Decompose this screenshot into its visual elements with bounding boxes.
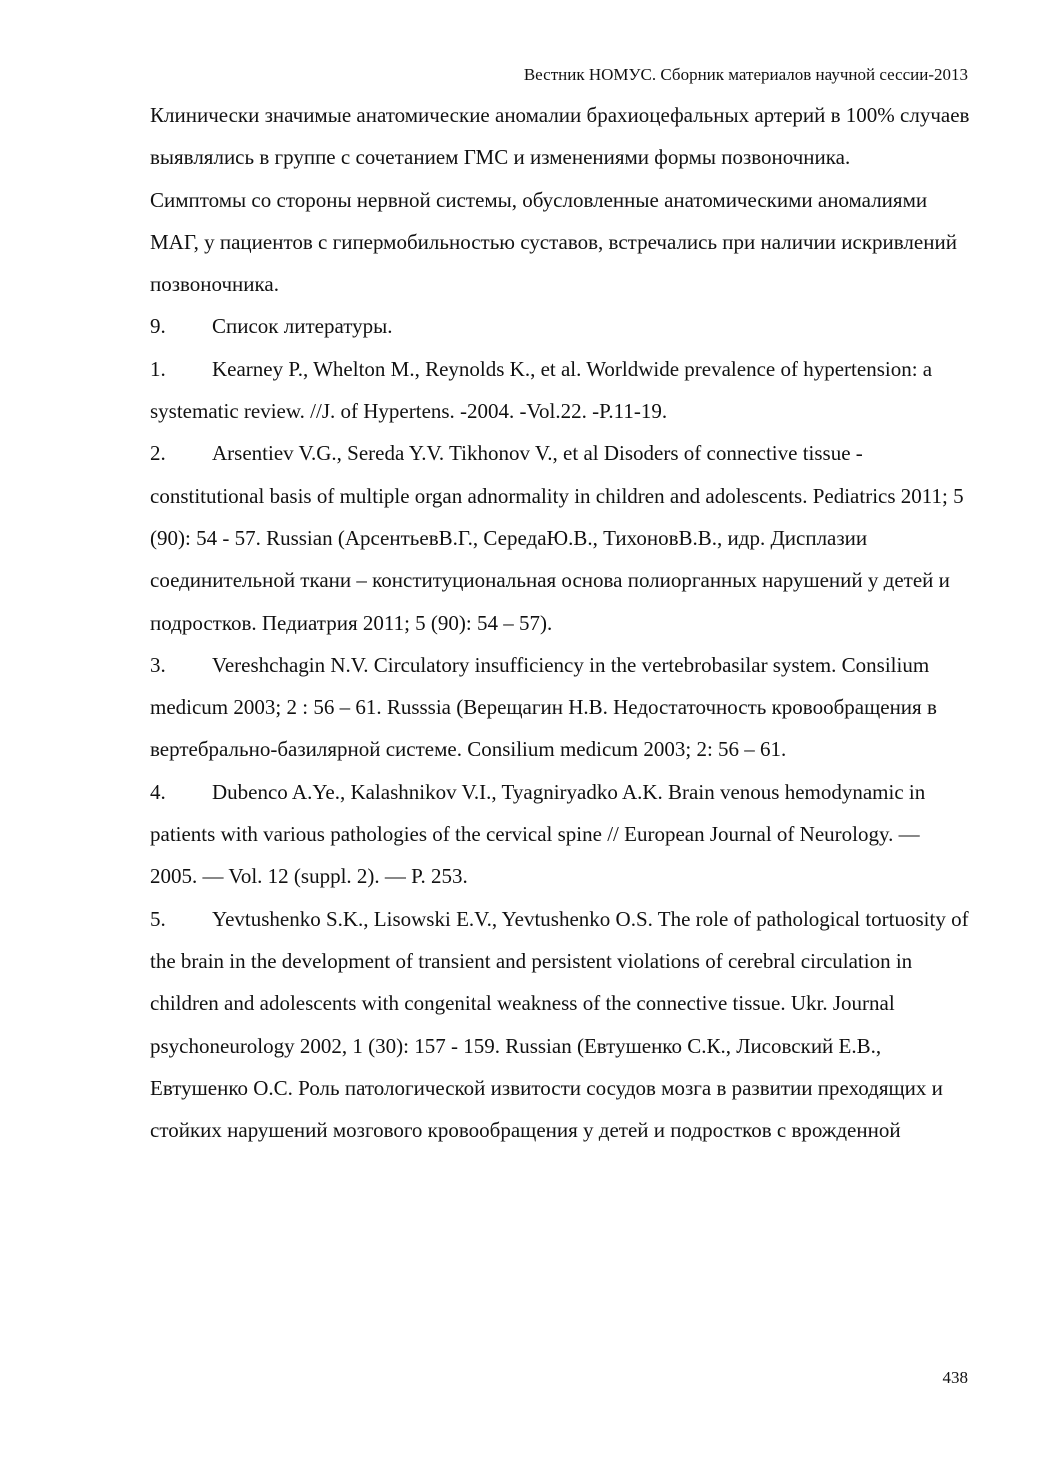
reference-number: 2. (150, 441, 166, 466)
reference-number: 4. (150, 779, 166, 804)
body-text (150, 94, 972, 1151)
paragraph-conclusion-2: Симптомы со стороны нервной системы, обусловленные анатомическими аномалиями МАГ, у пациентов с гипермобильностью суставов, встречались при наличии искривлений позвоночника. (150, 187, 957, 297)
reference-item (150, 432, 972, 643)
reference-item (150, 771, 972, 898)
running-header: Вестник НОМУС. Сборник материалов научной сессии-2013 (523, 65, 968, 84)
reference-number: 3. (150, 652, 166, 677)
references-heading (150, 305, 972, 347)
reference-number: 1. (150, 356, 166, 381)
reference-text: Arsentiev V.G., Sereda Y.V. Tikhonov V., et al Disoders of connective tissue - constitutional basis of multiple organ adnormality in children and adolescents. Pediatrics 2011; 5 (90): 54 - 57. Russian (АрсентьевВ.Г., СередаЮ.В., ТихоновВ.В., идр. Дисплазии соединительной ткани – конституциональная основа полиорганных нарушений у детей и подростков. Педиатрия 2011; 5 (90): 54 – 57). (150, 441, 964, 635)
reference-text: Kearney P., Whelton M., Reynolds K., et al. Worldwide prevalence of hypertension: a systematic review. //J. of Hypertens. -2004. -Vol.22. -P.11-19. (150, 356, 933, 424)
reference-text: Dubenco A.Ye., Kalashnikov V.I., Tyagniryadko A.K. Brain venous hemodynamic in patients with various pathologies of the cervical spine // European Journal of Neurology. — 2005. — Vol. 12 (suppl. 2). — P. 253. (150, 779, 926, 889)
reference-item (150, 644, 972, 771)
paragraph-conclusion-1: Клинически значимые анатомические аномалии брахиоцефальных артерий в 100% случаев выявлялись в группе с сочетанием ГМС и изменениями формы позвоночника. (150, 103, 970, 170)
reference-item (150, 348, 972, 433)
reference-text: Vereshchagin N.V. Circulatory insufficiency in the vertebrobasilar system. Consilium medicum 2003; 2 : 56 – 61. Russsia (Верещагин Н.В. Недостаточность кровообращения в вертебрально-базилярной системе. Consilium medicum 2003; 2: 56 – 61. (150, 652, 937, 762)
reference-text: Yevtushenko S.K., Lisowski E.V., Yevtushenko O.S. The role of pathological tortuosity of the brain in the development of transient and persistent violations of cerebral circulation in children and adolescents with congenital weakness of the connective tissue. Ukr. Journal psychoneurology 2002, 1 (30): 157 - 159. Russian (Евтушенко С.К., Лисовский Е.В., Евтушенко О.С. Роль патологической извитости сосудов мозга в развитии преходящих и стойких нарушений мозгового кровообращения у детей и подростков с врожденной (150, 906, 969, 1143)
reference-item (150, 898, 972, 1152)
reference-number: 5. (150, 906, 166, 931)
references-heading-text: Список литературы. (212, 314, 393, 339)
references-heading-number: 9. (150, 314, 166, 339)
page-number: 438 (942, 1368, 968, 1387)
